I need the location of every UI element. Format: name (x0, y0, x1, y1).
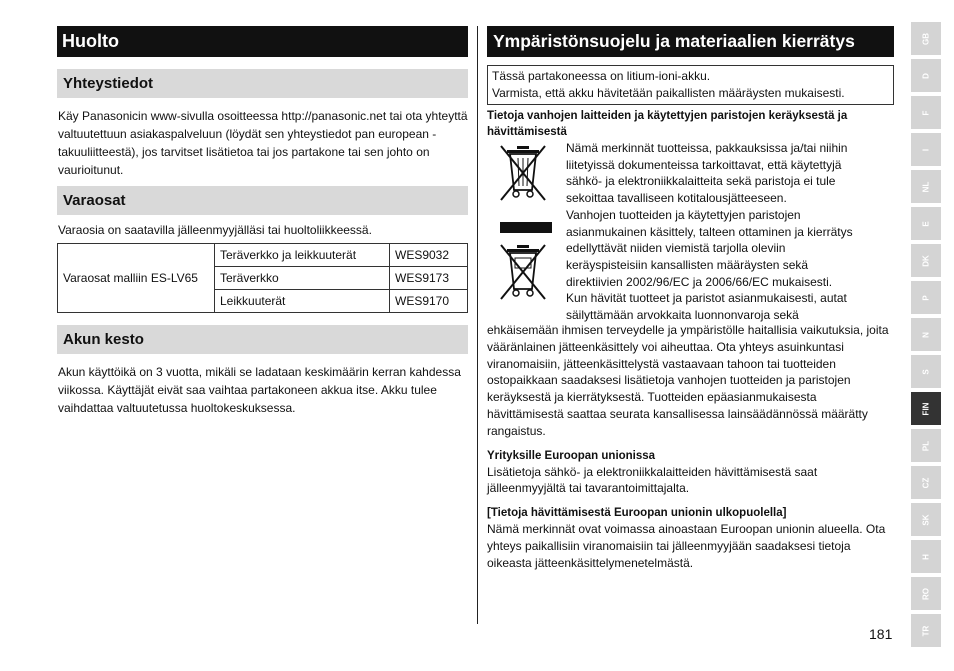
language-tab-i[interactable] (911, 133, 941, 166)
language-tab-label: NL (921, 181, 931, 192)
table-row (58, 244, 468, 267)
description-line: sekoittaa tavalliseen kotitalousjätteeseen. (566, 191, 787, 206)
code-cell: WES9173 (390, 267, 468, 290)
language-tab-label: CZ (921, 477, 931, 488)
language-tab-label: RO (921, 587, 931, 600)
description-line: Vanhojen tuotteiden ja käytettyjen paristojen (566, 207, 801, 222)
symbol-block (487, 140, 894, 323)
language-tab-label: D (921, 72, 931, 79)
solid-bar-mark (500, 222, 552, 233)
description-line: Kun hävität tuotteet ja paristot asianmukaisesti, autat (566, 291, 847, 306)
language-tab-label: F (921, 110, 931, 115)
page-title: Huolto (57, 26, 468, 57)
battery-life-text: Akun käyttöikä on 3 vuotta, mikäli se ladataan keskimäärin kerran kahdessa viikossa. Käyttäjät eivät saa vaihtaa partakoneen akkua itse. Akku tulee vaihdattaa valtuutetussa huoltokeskuksessa. (58, 365, 461, 415)
language-tab-pl[interactable] (911, 429, 941, 462)
language-tab-dk[interactable] (911, 244, 941, 277)
language-tabs (911, 22, 941, 651)
language-tab-h[interactable] (911, 540, 941, 573)
language-tab-label: TR (921, 625, 931, 636)
description-line: säilyttämään arvokkaita luonnonvaroja sekä (566, 308, 799, 323)
section-heading-contact: Yhteystiedot (57, 69, 468, 98)
description-line: asianmukainen käsittely, talteen ottaminen ja kierrätys (566, 224, 853, 239)
language-tab-cz[interactable] (911, 466, 941, 499)
eu-business-heading: Yrityksille Euroopan unionissa (487, 449, 656, 462)
collection-info-heading: Tietoja vanhojen laitteiden ja käytettyjen paristojen keräyksestä ja hävittämisestä (487, 110, 848, 138)
language-tab-label: N (921, 331, 931, 338)
language-tab-label: H (921, 553, 931, 560)
language-tab-d[interactable] (911, 59, 941, 92)
code-cell: WES9170 (390, 290, 468, 313)
non-eu-heading: [Tietoja hävittämisestä Euroopan unionin ulkopuolella] (487, 507, 787, 520)
language-tab-sk[interactable] (911, 503, 941, 536)
part-cell: Teräverkko (215, 267, 390, 290)
language-tab-label: FIN (921, 402, 931, 415)
notice-line: Varmista, että akku hävitetään paikallisten määräysten mukaisesti. (492, 86, 845, 100)
description-line: edellyttävät niiden viemistä tarjolla oleviin (566, 241, 786, 256)
language-tab-label: P (921, 294, 931, 301)
left-column (57, 26, 468, 417)
battery-notice-box (487, 65, 894, 105)
language-tab-label: GB (921, 32, 931, 45)
language-tab-nl[interactable] (911, 170, 941, 203)
right-column (487, 26, 894, 572)
description-line: direktiivien 2002/96/EC ja 2006/66/EC mukaisesti. (566, 274, 833, 289)
language-tab-label: PL (921, 440, 931, 451)
description-line: keräyspisteisiin kansallisten määräysten sekä (566, 257, 809, 272)
language-tab-f[interactable] (911, 96, 941, 129)
language-tab-label: SK (921, 513, 931, 526)
column-divider (477, 26, 478, 624)
description-line: Nämä merkinnät tuotteissa, pakkauksissa ja/tai niihin (566, 141, 848, 155)
description-line: sähkö- ja elektroniikkalaitteita sekä paristoja ei tule (566, 174, 836, 189)
language-tab-fin[interactable] (911, 392, 941, 425)
environment-title: Ympäristönsuojelu ja materiaalien kierrätys (487, 26, 894, 57)
language-tab-gb[interactable] (911, 22, 941, 55)
language-tab-tr[interactable] (911, 614, 941, 647)
language-tab-ro[interactable] (911, 577, 941, 610)
eu-business-text: Lisätietoja sähkö- ja elektroniikkalaitteiden hävittämisestä saat jälleenmyyjältä tai tavarantoimittajalta. (487, 464, 818, 496)
page-number: 181 (869, 626, 893, 642)
crossed-out-battery-bin-icon (495, 242, 551, 308)
non-eu-text: Nämä merkinnät ovat voimassa ainoastaan Euroopan unionin alueella. Ota yhteys paikallisiin viranomaisiin tai jälleenmyyjään saadaksesi tietoja oikeasta jätteenkäsittelymenetelmästä. (487, 522, 886, 570)
language-tab-label: DK (921, 254, 931, 267)
crossed-out-bin-icon (495, 143, 551, 203)
language-tab-label: E (921, 220, 931, 227)
description-line: liitetyissä dokumenteissa tarkoittavat, että käytettyjä (566, 157, 842, 172)
spare-parts-text: Varaosia on saatavilla jälleenmyyjälläsi tai huoltoliikkeessä. (58, 223, 372, 237)
disposal-details-text: ehkäisemään ihmisen terveydelle ja ympäristölle haitallisia vaikutuksia, joita vääränlainen jätteenkäsittely voi aiheuttaa. Ota yhteys asuinkuntasi viranomaisiin, jätteenkäsittelystä vastaavaan tahoon tai tuotteiden ostopaikkaan saadaksesi lisätietoja vanhojen tuotteiden ja paristojen keräyksestä ja kierrätyksestä. Tuotteiden epäasianmukaisesta hävittämisestä saattaa seurata kansallisessa lainsäädännössä määrätty rangaistus. (487, 323, 889, 438)
part-cell: Teräverkko ja leikkuuterät (215, 244, 390, 267)
language-tab-p[interactable] (911, 281, 941, 314)
spare-parts-table (57, 243, 468, 313)
language-tab-e[interactable] (911, 207, 941, 240)
language-tab-label: S (921, 368, 931, 375)
model-cell: Varaosat malliin ES-LV65 (58, 244, 215, 313)
code-cell: WES9032 (390, 244, 468, 267)
language-tab-n[interactable] (911, 318, 941, 351)
language-tab-label: I (921, 148, 931, 151)
section-heading-battery-life: Akun kesto (57, 325, 468, 354)
symbol-description (566, 140, 896, 324)
contact-text: Käy Panasonicin www-sivulla osoitteessa http://panasonic.net tai ota yhteyttä valtuutettuun asiakaspalveluun (löydät sen yhteystiedot pan european -takuuliitteestä), jos tarvitset lisätietoa tai jos partakone tai sen johto on vaurioitunut. (58, 109, 468, 177)
part-cell: Leikkuuterät (215, 290, 390, 313)
language-tab-s[interactable] (911, 355, 941, 388)
notice-line: Tässä partakoneessa on litium-ioni-akku. (492, 69, 711, 83)
section-heading-spare-parts: Varaosat (57, 186, 468, 215)
